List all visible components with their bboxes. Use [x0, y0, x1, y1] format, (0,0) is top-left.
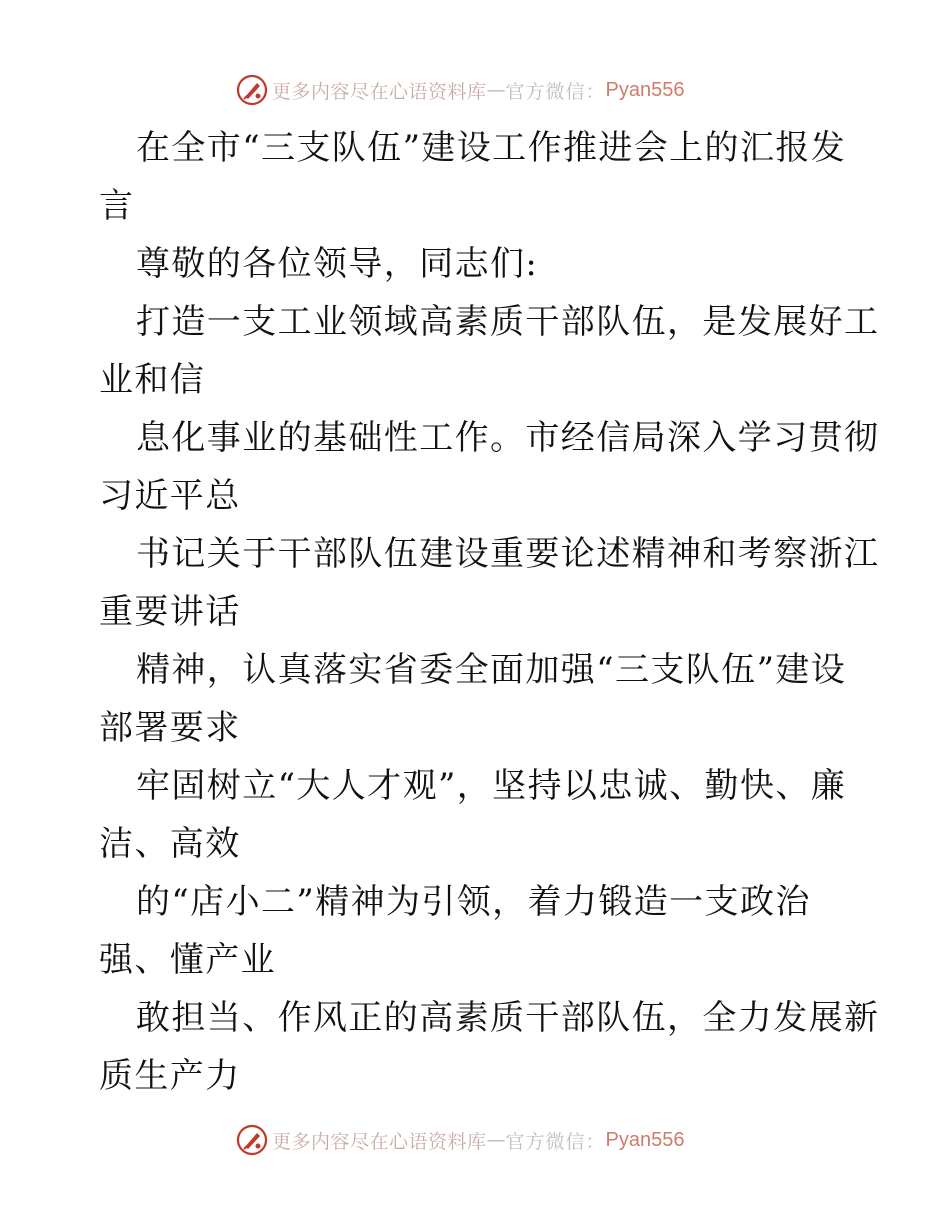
- salutation: 尊敬的各位领导，同志们:: [136, 244, 539, 284]
- paragraph-line: 质生产力: [99, 1056, 241, 1096]
- watermark-wechat-label: 官方微信：: [505, 1130, 606, 1153]
- paragraph-line: 敢担当、作风正的高素质干部队伍，全力发展新: [136, 998, 880, 1038]
- paragraph-line: 洁、高效: [99, 824, 241, 864]
- paragraph-line: 牢固树立“大人才观”，坚持以忠诚、勤快、廉: [136, 766, 847, 806]
- watermark-dash: —: [486, 1129, 506, 1151]
- paragraph-line: 业和信: [99, 360, 206, 400]
- paragraph-line: 打造一支工业领域高素质干部队伍，是发展好工: [136, 302, 880, 342]
- paragraph-line: 强、懂产业: [99, 940, 276, 980]
- watermark-site-text: 更多内容尽在心语资料库: [272, 80, 487, 103]
- paragraph-line: 的“店小二”精神为引领，着力锻造一支政治: [136, 882, 811, 922]
- paragraph-line: 习近平总: [99, 476, 241, 516]
- paragraph-line: 息化事业的基础性工作。市经信局深入学习贯彻: [136, 418, 880, 458]
- watermark-wechat-id: Pyan556: [605, 78, 685, 101]
- title-line-2: 言: [99, 186, 135, 226]
- quill-pen-logo-icon: [236, 1124, 268, 1156]
- quill-pen-logo-icon: [236, 74, 268, 106]
- watermark-site-text: 更多内容尽在心语资料库: [272, 1130, 487, 1153]
- header-watermark: [236, 72, 685, 108]
- paragraph-line: 重要讲话: [99, 592, 241, 632]
- watermark-wechat-label: 官方微信：: [505, 80, 606, 103]
- watermark-wechat-id: Pyan556: [605, 1128, 685, 1151]
- paragraph-line: 部署要求: [99, 708, 241, 748]
- paragraph-line: 书记关于干部队伍建设重要论述精神和考察浙江: [136, 534, 880, 574]
- title-line-1: 在全市“三支队伍”建设工作推进会上的汇报发: [136, 128, 847, 168]
- footer-watermark: [236, 1122, 685, 1158]
- watermark-dash: —: [486, 79, 506, 101]
- paragraph-line: 精神，认真落实省委全面加强“三支队伍”建设: [136, 650, 847, 690]
